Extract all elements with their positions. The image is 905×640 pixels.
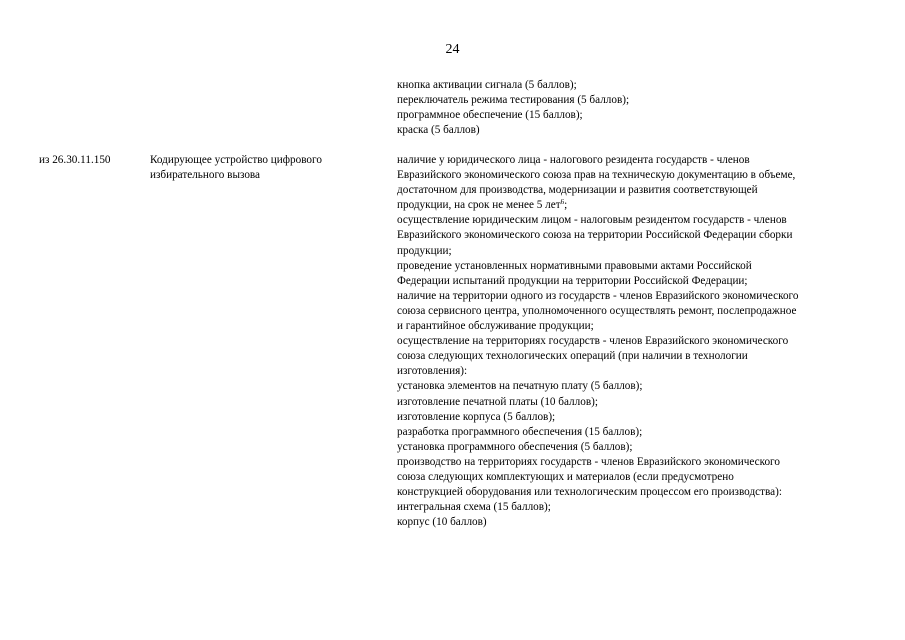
requirement-line: достаточном для производства, модернизации и развития соответствующей [397,184,758,197]
requirement-line: производство на территориях государств - членов Евразийского экономического [397,455,780,468]
requirement-text: продукции, на срок не менее 5 лет [397,199,561,212]
product-code-cell [39,153,139,168]
requirement-line: изготовления): [397,365,468,378]
requirement-line: и гарантийное обслуживание продукции; [397,320,594,333]
requirement-line: союза следующих технологических операций (при наличии в технологии [397,350,748,363]
requirement-line: Федерации испытаний продукции на территории Российской Федерации; [397,274,748,287]
requirement-line: конструкцией оборудования или технологическим процессом его производства): [397,486,782,499]
requirement-line: изготовление корпуса (5 баллов); [397,410,556,423]
requirement-line: программное обеспечение (15 баллов); [397,109,583,122]
requirement-line: разработка программного обеспечения (15 баллов); [397,425,643,438]
requirement-line: Евразийского экономического союза прав на техническую документацию в объеме, [397,169,796,182]
requirement-line: продукции; [397,244,452,257]
requirement-line: осуществление на территориях государств - членов Евразийского экономического [397,335,789,348]
requirement-line: союза сервисного центра, уполномоченного осуществлять ремонт, послепродажное [397,304,797,317]
page-number: 24 [445,42,460,57]
footnote-reference[interactable]: 6 [560,198,565,207]
requirement-line: установка элементов на печатную плату (5 баллов); [397,380,643,393]
requirement-line: корпус (10 баллов) [397,516,487,529]
requirement-line-with-footnote [397,198,877,213]
requirement-line: проведение установленных нормативными правовыми актами Российской [397,259,752,272]
product-code: из 26.30.11.150 [39,154,111,166]
requirement-line: союза следующих комплектующих и материалов (если предусмотрено [397,470,734,483]
requirement-line: изготовление печатной платы (10 баллов); [397,395,598,408]
requirement-line: установка программного обеспечения (5 баллов); [397,440,633,453]
continued-requirements [397,78,877,138]
requirement-line: переключатель режима тестирования (5 баллов); [397,94,630,107]
requirement-line: интегральная схема (15 баллов); [397,501,551,514]
product-name-cell [150,153,390,183]
product-name-line: избирательного вызова [150,169,261,182]
requirement-punctuation: ; [564,199,568,212]
requirement-line: кнопка активации сигнала (5 баллов); [397,79,577,91]
requirement-line: наличие у юридического лица - налогового резидента государств - членов [397,154,750,166]
product-name-line: Кодирующее устройство цифрового [150,154,322,166]
requirement-line: краска (5 баллов) [397,124,480,137]
requirement-line: наличие на территории одного из государств - членов Евразийского экономического [397,289,799,302]
requirement-line: осуществление юридическим лицом - налоговым резидентом государств - членов [397,214,787,227]
requirements-cell [397,153,877,530]
requirement-line: Евразийского экономического союза на территории Российской Федерации сборки [397,229,793,242]
